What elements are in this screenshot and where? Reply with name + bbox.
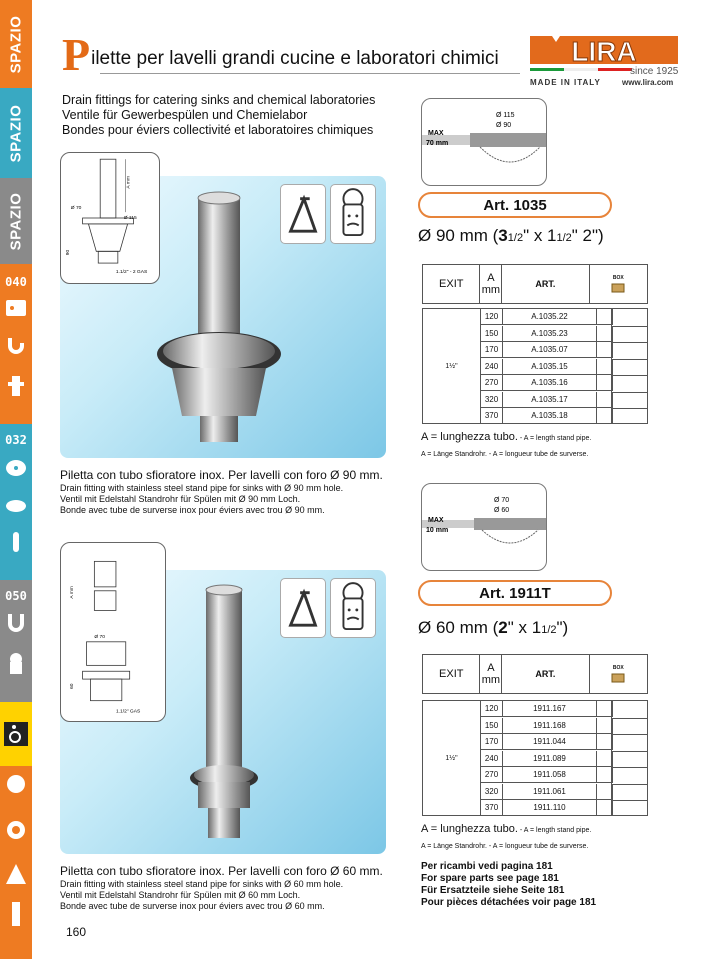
logo-url[interactable]: www.lira.com — [622, 78, 674, 87]
cell-art: 1911.058 — [503, 767, 597, 782]
cell-mm: 270 — [481, 767, 503, 782]
cell-box — [597, 375, 613, 390]
legend-1911t: A = lunghezza tubo. - A = length stand pipe. A = Länge Standrohr. - A = longueur tube de surverse. — [421, 823, 592, 850]
cell-art: A.1035.16 — [503, 375, 597, 390]
cell-box — [597, 767, 613, 782]
extra-row-line — [612, 767, 647, 768]
cell-box — [597, 701, 613, 716]
cell-mm: 270 — [481, 375, 503, 390]
subtitle: Drain fittings for catering sinks and chemical laboratories Ventile für Gewerbespülen und Chemielabor Bondes pour éviers collectivité et laboratoires chimiques — [62, 93, 376, 137]
table-row — [481, 408, 613, 424]
cell-mm: 320 — [481, 392, 503, 407]
svg-text:60: 60 — [69, 683, 75, 689]
technical-drawing-1 — [60, 152, 160, 284]
chef-icon-box-1 — [330, 184, 376, 244]
sidebar-tab-spazio-teal[interactable]: SPAZIO — [0, 88, 32, 178]
lab-flask-icon — [281, 579, 325, 637]
cell-art: 1911.110 — [503, 800, 597, 815]
table-row — [481, 392, 613, 408]
table-extra-col-1911t — [612, 700, 648, 816]
sidebar-number-040: 040 — [5, 275, 27, 289]
cell-box — [597, 326, 613, 341]
cell-art: 1911.061 — [503, 784, 597, 799]
extra-row-line — [612, 784, 647, 785]
col-box: BOX — [590, 265, 647, 303]
extra-row-line — [612, 751, 647, 752]
cell-art: 1911.089 — [503, 751, 597, 766]
product-1-description: Piletta con tubo sfioratore inox. Per lavelli con foro Ø 90 mm. Drain fitting with stainless steel stand pipe for sinks with Ø 90 mm hole. Ventil mit Edelstahl Standrohr für Spülen mit Ø 90 mm Loch. Bonde avec tube de surverse inox pour éviers avec trou Ø 90 mm. — [60, 468, 383, 515]
box-icon — [611, 671, 625, 683]
col-art: ART. — [502, 655, 589, 693]
cell-box — [597, 408, 613, 423]
col-box: BOX — [590, 655, 647, 693]
chef-icon-box-2 — [330, 578, 376, 638]
box-icon — [611, 281, 625, 293]
svg-text:70 mm: 70 mm — [426, 140, 449, 147]
cell-mm: 150 — [481, 326, 503, 341]
sidebar-tab-spazio-gray[interactable]: SPAZIO — [0, 178, 32, 264]
sidebar-number-032: 032 — [5, 433, 27, 447]
art-1911t-label: Art. 1911T — [418, 580, 612, 606]
title-text: ilette per lavelli grandi cucine e laboratori chimici — [91, 48, 499, 69]
extra-row-line — [612, 326, 647, 327]
col-art: ART. — [502, 265, 589, 303]
cell-art: A.1035.18 — [503, 408, 597, 423]
cell-art: A.1035.15 — [503, 359, 597, 374]
drain-icon — [4, 494, 28, 518]
cell-box — [597, 751, 613, 766]
lab-flask-icon-box-1 — [280, 184, 326, 244]
svg-text:A mm: A mm — [69, 586, 75, 599]
trap-icon — [4, 374, 28, 398]
sink-icon — [4, 456, 28, 480]
cell-box — [597, 800, 613, 815]
legend-1035: A = lunghezza tubo. - A = length stand pipe. A = Länge Standrohr. - A = longueur tube de surverse. — [421, 431, 592, 458]
extra-row-line — [612, 392, 647, 393]
shower-icon — [4, 774, 28, 798]
table-row — [481, 718, 613, 734]
bottle-trap-icon — [4, 530, 28, 554]
cell-art: 1911.167 — [503, 701, 597, 716]
svg-text:1.1/2" GAS: 1.1/2" GAS — [115, 709, 141, 715]
cell-box — [597, 734, 613, 749]
svg-text:10 mm: 10 mm — [426, 527, 449, 534]
grate-icon — [4, 818, 28, 842]
extra-row-line — [612, 800, 647, 801]
cell-mm: 370 — [481, 800, 503, 815]
cell-mm: 170 — [481, 734, 503, 749]
cone-icon — [4, 862, 28, 886]
cell-art: A.1035.17 — [503, 392, 597, 407]
table-row — [481, 375, 613, 391]
svg-text:MAX: MAX — [428, 130, 444, 137]
size-1035: Ø 90 mm (31/2" x 11/2" 2") — [418, 226, 604, 245]
svg-text:Ø 115: Ø 115 — [123, 215, 137, 221]
svg-text:Ø 70: Ø 70 — [94, 634, 105, 640]
table-extra-col-1035 — [612, 308, 648, 424]
spare-parts-note: Per ricambi vedi pagina 181 For spare parts see page 181 Für Ersatzteile siehe Seite 181 Pour pièces détachées voir page 181 — [421, 861, 597, 908]
technical-drawing-2 — [60, 542, 166, 722]
size-1911t: Ø 60 mm (2" x 11/2") — [418, 618, 569, 637]
extra-row-line — [612, 408, 647, 409]
u-trap-icon — [4, 612, 28, 636]
cell-mm: 120 — [481, 309, 503, 324]
title-initial: P — [62, 29, 91, 80]
col-a: A mm — [480, 655, 502, 693]
cell-mm: 150 — [481, 718, 503, 733]
table-row — [481, 309, 613, 325]
logo-since: since 1925 — [630, 66, 679, 77]
svg-text:MAX: MAX — [428, 517, 444, 524]
col-a: A mm — [480, 265, 502, 303]
cell-box — [597, 784, 613, 799]
page-number: 160 — [66, 925, 87, 939]
cell-box — [597, 718, 613, 733]
col-exit: EXIT — [423, 265, 480, 303]
table-row — [481, 767, 613, 783]
table-row — [481, 342, 613, 358]
svg-text:1.1/2" - 2 GAS: 1.1/2" - 2 GAS — [115, 269, 148, 275]
pipe-icon — [4, 902, 28, 926]
cell-mm: 240 — [481, 359, 503, 374]
table-body-1911t — [422, 700, 612, 816]
washbasin-icon — [4, 296, 28, 320]
table-header-1035 — [422, 264, 648, 304]
svg-text:Ø 115: Ø 115 — [496, 112, 515, 119]
cell-art: 1911.044 — [503, 734, 597, 749]
lab-flask-icon — [281, 185, 325, 243]
lab-flask-icon-box-2 — [280, 578, 326, 638]
siphon-icon — [4, 336, 28, 360]
product-2-description: Piletta con tubo sfioratore inox. Per lavelli con foro Ø 60 mm. Drain fitting with stainless steel stand pipe for sinks with Ø 60 mm hole. Ventil mit Edelstahl Standrohr für Spülen mit Ø 60 mm Loch. Bonde avec tube de surverse inox pour éviers avec trou Ø 60 mm. — [60, 864, 383, 911]
chef-icon — [331, 579, 375, 637]
svg-text:Ø 70: Ø 70 — [494, 497, 510, 504]
wheelchair-icon — [4, 722, 28, 746]
svg-text:Ø 70: Ø 70 — [70, 206, 82, 212]
table-row — [481, 326, 613, 342]
table-row — [481, 800, 613, 816]
cell-art: 1911.168 — [503, 718, 597, 733]
svg-text:Ø 90: Ø 90 — [496, 122, 512, 129]
cell-box — [597, 392, 613, 407]
sidebar-tab-spazio-orange[interactable]: SPAZIO — [0, 0, 32, 88]
extra-row-line — [612, 718, 647, 719]
table-row — [481, 701, 613, 717]
exit-value: 1½" — [423, 701, 481, 815]
extra-row-line — [612, 342, 647, 343]
extra-row-line — [612, 734, 647, 735]
art-1035-label: Art. 1035 — [418, 192, 612, 218]
extra-row-line — [612, 359, 647, 360]
cell-art: A.1035.23 — [503, 326, 597, 341]
cell-box — [597, 309, 613, 324]
cell-art: A.1035.22 — [503, 309, 597, 324]
table-header-1911t — [422, 654, 648, 694]
table-body-1035 — [422, 308, 612, 424]
col-exit: EXIT — [423, 655, 480, 693]
table-row — [481, 751, 613, 767]
exit-value: 1½" — [423, 309, 481, 423]
svg-text:90: 90 — [65, 249, 71, 256]
table-row — [481, 734, 613, 750]
dimension-diagram-1035 — [421, 98, 547, 186]
cell-art: A.1035.07 — [503, 342, 597, 357]
title-divider — [100, 73, 520, 74]
dimension-diagram-1911t — [421, 483, 547, 571]
svg-text:Ø 60: Ø 60 — [494, 507, 510, 514]
cell-mm: 120 — [481, 701, 503, 716]
cell-mm: 170 — [481, 342, 503, 357]
chef-icon — [331, 185, 375, 243]
svg-text:A mm: A mm — [126, 176, 132, 189]
sidebar-number-050: 050 — [5, 589, 27, 603]
table-row — [481, 359, 613, 375]
cell-mm: 320 — [481, 784, 503, 799]
chef-icon — [4, 652, 28, 676]
cell-box — [597, 359, 613, 374]
logo-text: LIRA — [571, 36, 637, 67]
cell-mm: 370 — [481, 408, 503, 423]
cell-box — [597, 342, 613, 357]
logo-made-in: MADE IN ITALY — [530, 78, 601, 87]
table-row — [481, 784, 613, 800]
sidebar-nav — [0, 0, 32, 959]
cell-mm: 240 — [481, 751, 503, 766]
extra-row-line — [612, 375, 647, 376]
